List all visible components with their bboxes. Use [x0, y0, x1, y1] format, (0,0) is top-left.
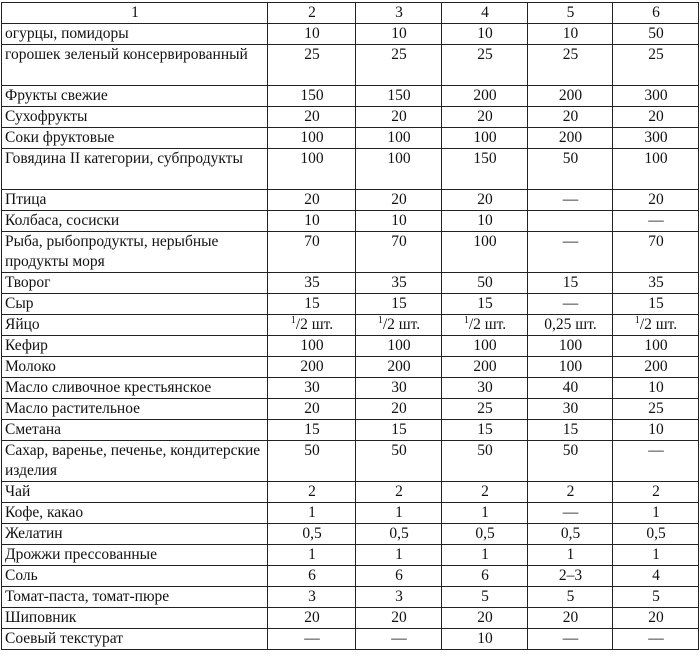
value-cell: 0,5	[613, 524, 699, 545]
value-cell: 35	[613, 273, 699, 294]
value-cell: 25	[613, 399, 699, 420]
value-cell: 5	[442, 587, 528, 608]
table-row	[2, 357, 699, 378]
table-row	[2, 524, 699, 545]
value-cell: 15	[442, 420, 528, 441]
table-row	[2, 482, 699, 503]
value-cell: 1	[528, 545, 613, 566]
value-cell: 1	[268, 545, 356, 566]
product-name-cell: Соевый текстурат	[2, 629, 268, 650]
table-row	[2, 211, 699, 232]
value-cell: 10	[356, 24, 442, 45]
value-cell: 10	[613, 378, 699, 399]
value-cell: 150	[356, 86, 442, 107]
product-name-cell: Масло сливочное крестьянское	[2, 378, 268, 399]
value-cell: 25	[356, 45, 442, 86]
value-cell: 15	[356, 420, 442, 441]
value-cell: 20	[268, 608, 356, 629]
value-cell: 10	[268, 211, 356, 232]
value-cell: 100	[442, 128, 528, 149]
value-cell: 1	[613, 503, 699, 524]
value-cell: $^1$/2 шт.	[613, 315, 699, 336]
value-cell: —	[528, 232, 613, 273]
product-name-cell: Шиповник	[2, 608, 268, 629]
value-cell: 1	[442, 545, 528, 566]
value-cell: —	[528, 190, 613, 211]
product-name-cell: Дрожжи прессованные	[2, 545, 268, 566]
value-cell: 0,5	[268, 524, 356, 545]
value-cell: 20	[528, 608, 613, 629]
header-cell: 5	[528, 3, 613, 24]
value-cell	[528, 211, 613, 232]
value-cell: 15	[528, 273, 613, 294]
value-cell: 15	[613, 294, 699, 315]
value-cell: 15	[442, 294, 528, 315]
product-name-cell: Кофе, какао	[2, 503, 268, 524]
value-cell: —	[528, 503, 613, 524]
value-cell: 35	[356, 273, 442, 294]
value-cell: 2	[356, 482, 442, 503]
value-cell: 100	[442, 232, 528, 273]
table-row	[2, 420, 699, 441]
value-cell: 20	[356, 107, 442, 128]
table-row	[2, 24, 699, 45]
value-cell: 50	[528, 149, 613, 190]
product-name-cell: Чай	[2, 482, 268, 503]
value-cell: 50	[268, 441, 356, 482]
value-cell: 100	[268, 149, 356, 190]
value-cell: —	[613, 211, 699, 232]
value-cell: 20	[613, 608, 699, 629]
value-cell: 0,25 шт.	[528, 315, 613, 336]
product-name-cell: Говядина II категории, субпродукты	[2, 149, 268, 190]
table-row	[2, 294, 699, 315]
value-cell: 20	[268, 107, 356, 128]
value-cell: —	[613, 441, 699, 482]
value-cell: 20	[356, 399, 442, 420]
product-name-cell: Сахар, варенье, печенье, кондитерские изделия	[2, 441, 268, 482]
table-row	[2, 441, 699, 482]
header-row	[2, 3, 699, 24]
table-row	[2, 399, 699, 420]
table-row	[2, 566, 699, 587]
table-row	[2, 503, 699, 524]
value-cell: 6	[268, 566, 356, 587]
value-cell: 100	[528, 357, 613, 378]
value-cell: 10	[442, 629, 528, 650]
value-cell: 20	[442, 190, 528, 211]
value-cell: 20	[268, 190, 356, 211]
table-row	[2, 545, 699, 566]
value-cell: $^1$/2 шт.	[268, 315, 356, 336]
value-cell: 6	[442, 566, 528, 587]
value-cell: 15	[268, 294, 356, 315]
header-cell: 4	[442, 3, 528, 24]
value-cell: 1	[356, 503, 442, 524]
value-cell: 35	[268, 273, 356, 294]
value-cell: 3	[356, 587, 442, 608]
product-name-cell: Колбаса, сосиски	[2, 211, 268, 232]
value-cell: 20	[442, 107, 528, 128]
table-row	[2, 315, 699, 336]
value-cell: 50	[356, 441, 442, 482]
value-cell: 10	[268, 24, 356, 45]
value-cell: 25	[442, 45, 528, 86]
product-name-cell: Томат-паста, томат-пюре	[2, 587, 268, 608]
value-cell: 200	[442, 357, 528, 378]
value-cell: 10	[528, 24, 613, 45]
table-body	[2, 3, 699, 650]
value-cell: 70	[613, 232, 699, 273]
product-name-cell: Сухофрукты	[2, 107, 268, 128]
value-cell: 1	[613, 545, 699, 566]
value-cell: 200	[268, 357, 356, 378]
table-row	[2, 190, 699, 211]
value-cell: 10	[613, 420, 699, 441]
value-cell: 1	[268, 503, 356, 524]
value-cell: 100	[356, 149, 442, 190]
value-cell: 50	[442, 273, 528, 294]
value-cell: 25	[613, 45, 699, 86]
value-cell: 2–3	[528, 566, 613, 587]
value-cell: 4	[613, 566, 699, 587]
value-cell: 20	[613, 190, 699, 211]
value-cell: 15	[268, 420, 356, 441]
value-cell: 20	[356, 608, 442, 629]
value-cell: —	[356, 629, 442, 650]
header-cell: 1	[2, 3, 268, 24]
value-cell: 20	[528, 107, 613, 128]
value-cell: 10	[442, 211, 528, 232]
value-cell: 25	[268, 45, 356, 86]
value-cell: 150	[268, 86, 356, 107]
table-row	[2, 336, 699, 357]
value-cell: 5	[613, 587, 699, 608]
table-row	[2, 608, 699, 629]
value-cell: 50	[442, 441, 528, 482]
value-cell: 150	[442, 149, 528, 190]
product-name-cell: Кефир	[2, 336, 268, 357]
table-row	[2, 86, 699, 107]
value-cell: 40	[528, 378, 613, 399]
product-name-cell: Птица	[2, 190, 268, 211]
value-cell: 0,5	[442, 524, 528, 545]
value-cell: 100	[356, 128, 442, 149]
header-cell: 3	[356, 3, 442, 24]
value-cell: 5	[528, 587, 613, 608]
table-row	[2, 378, 699, 399]
value-cell: 200	[356, 357, 442, 378]
value-cell: 2	[528, 482, 613, 503]
product-name-cell: Масло растительное	[2, 399, 268, 420]
table-row	[2, 149, 699, 190]
value-cell: 300	[613, 86, 699, 107]
value-cell: 200	[528, 86, 613, 107]
value-cell: 100	[356, 336, 442, 357]
value-cell: 300	[613, 128, 699, 149]
header-cell: 2	[268, 3, 356, 24]
product-name-cell: Желатин	[2, 524, 268, 545]
value-cell: 10	[356, 211, 442, 232]
product-name-cell: Молоко	[2, 357, 268, 378]
header-cell: 6	[613, 3, 699, 24]
value-cell: —	[528, 629, 613, 650]
food-norms-table	[1, 2, 699, 650]
value-cell: 20	[268, 399, 356, 420]
product-name-cell: огурцы, помидоры	[2, 24, 268, 45]
value-cell: 200	[528, 128, 613, 149]
value-cell: —	[268, 629, 356, 650]
value-cell: 2	[613, 482, 699, 503]
value-cell: 1	[356, 545, 442, 566]
value-cell: 25	[442, 399, 528, 420]
value-cell: 100	[613, 149, 699, 190]
value-cell: 100	[613, 336, 699, 357]
value-cell: 50	[613, 24, 699, 45]
value-cell: 15	[356, 294, 442, 315]
value-cell: $^1$/2 шт.	[442, 315, 528, 336]
value-cell: 20	[442, 608, 528, 629]
value-cell: 50	[528, 441, 613, 482]
product-name-cell: Соки фруктовые	[2, 128, 268, 149]
value-cell: 100	[268, 336, 356, 357]
value-cell: 20	[356, 190, 442, 211]
value-cell: 70	[268, 232, 356, 273]
value-cell: 30	[442, 378, 528, 399]
table-row	[2, 107, 699, 128]
value-cell: 15	[528, 420, 613, 441]
value-cell: —	[613, 629, 699, 650]
product-name-cell: Сыр	[2, 294, 268, 315]
table-row	[2, 629, 699, 650]
value-cell: 30	[356, 378, 442, 399]
value-cell: 0,5	[356, 524, 442, 545]
value-cell: 25	[528, 45, 613, 86]
table-row	[2, 587, 699, 608]
value-cell: —	[528, 294, 613, 315]
value-cell: 30	[528, 399, 613, 420]
value-cell: 200	[613, 357, 699, 378]
value-cell: 30	[268, 378, 356, 399]
value-cell: $^1$/2 шт.	[356, 315, 442, 336]
table-row	[2, 273, 699, 294]
product-name-cell: горошек зеленый консервированный	[2, 45, 268, 86]
table-row	[2, 232, 699, 273]
table-row	[2, 45, 699, 86]
product-name-cell: Рыба, рыбопродукты, нерыбные продукты моря	[2, 232, 268, 273]
value-cell: 2	[442, 482, 528, 503]
product-name-cell: Яйцо	[2, 315, 268, 336]
product-name-cell: Соль	[2, 566, 268, 587]
value-cell: 6	[356, 566, 442, 587]
value-cell: 20	[613, 107, 699, 128]
product-name-cell: Сметана	[2, 420, 268, 441]
value-cell: 100	[442, 336, 528, 357]
value-cell: 70	[356, 232, 442, 273]
value-cell: 100	[528, 336, 613, 357]
value-cell: 3	[268, 587, 356, 608]
value-cell: 200	[442, 86, 528, 107]
value-cell: 10	[442, 24, 528, 45]
value-cell: 2	[268, 482, 356, 503]
value-cell: 0,5	[528, 524, 613, 545]
value-cell: 100	[268, 128, 356, 149]
value-cell: 1	[442, 503, 528, 524]
product-name-cell: Фрукты свежие	[2, 86, 268, 107]
product-name-cell: Творог	[2, 273, 268, 294]
table-row	[2, 128, 699, 149]
